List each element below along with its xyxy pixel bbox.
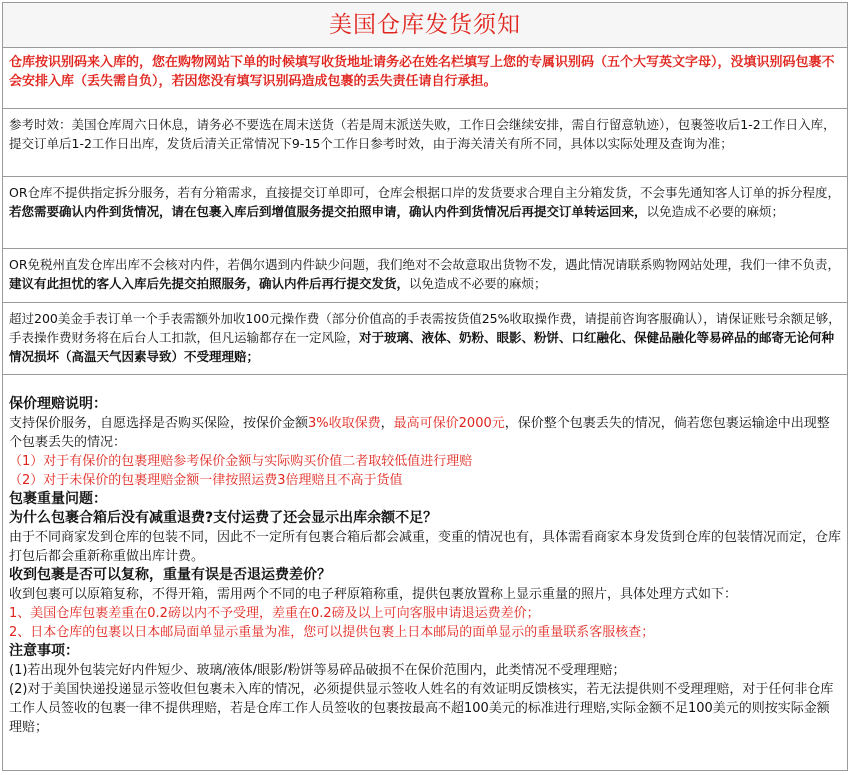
tax-normal-text: OR免税州直发仓库出库不会核对内件，若偶尔遇到内件缺少问题，我们绝对不会故意取出货物不发，遇此情况请联系购物网站处理，我们一律不负责， — [9, 257, 841, 272]
tax-free-notice — [3, 249, 847, 303]
insurance-max: 最高可保价2000元 — [393, 416, 505, 431]
watch-bold-text: 对于玻璃、液体、奶粉、眼影、粉饼、口红融化、保健品融化等易碎品的邮寄无论何种情况损坏（高温天气因素导致）不受理理赔； — [9, 330, 835, 364]
weight-item-1: 1、美国仓库包裹差重在0.2磅以内不予受理，差重在0.2磅及以上可向客服申请退运费差价； — [9, 606, 540, 621]
id-code-warning: 仓库按识别码来入库的，您在购物网站下单的时候填写收货地址请务必在姓名栏填写上您的专属识别码（五个大写英文字母），没填识别码包裹不会安排入库（丢失需自负），若因您没有填写识别码造成包裹的丢失责任请自行承担。 — [3, 48, 847, 109]
weight-answer-1: 由于不同商家发到仓库的包装不同，因此不一定所有包裹合箱后都会减重，变重的情况也有，具体需看商家本身发货到仓库的包装情况而定，仓库打包后都会重新称重做出库计费。 — [9, 530, 842, 564]
weight-item-2: 2、日本仓库的包裹以日本邮局面单显示重量为准，您可以提供包裹上日本邮局的面单显示的重量联系客服核查； — [9, 625, 655, 640]
note-1: (1)若出现外包装完好内件短少、玻璃/液体/眼影/粉饼等易碎品破损不在保价范围内，此类情况不受理理赔； — [9, 663, 626, 678]
insurance-sep: ， — [380, 416, 394, 431]
page-title: 美国仓库发货须知 — [3, 3, 847, 48]
insurance-intro-text: 支持保价服务，自愿选择是否购买保险，按保价金额 — [9, 416, 309, 431]
insurance-intro-tail: ，保价整个包裹丢失的情况，倘若您包裹运输途中出现整个包裹丢失的情况： — [9, 416, 830, 450]
watch-notice — [3, 303, 847, 375]
notes-heading: 注意事项： — [9, 643, 79, 659]
weight-answer-2: 收到包裹可以原箱复称，不得开箱，需用两个不同的电子秤原箱称重，提供包裹放置称上显示重量的照片，具体处理方式如下： — [9, 587, 738, 602]
shipping-notice-sheet — [2, 2, 848, 771]
insurance-heading: 保价理赔说明： — [9, 396, 107, 412]
timing-notice: 参考时效：美国仓库周六日休息，请务必不要选在周末送货（若是周末派送失败，工作日会继续安排，需自行留意轨迹），包裹签收后1-2工作日入库，提交订单后1-2工作日出库，发货后清关正常情况下9-15个工作日参考时效，由于海关清关有所不同，具体以实际处理及查询为准； — [3, 109, 847, 177]
insurance-rate: 3%收取保费 — [308, 416, 381, 431]
split-notice — [3, 177, 847, 249]
weight-heading: 包裹重量问题： — [9, 491, 107, 507]
watch-normal-text: 超过200美金手表订单一个手表需额外加收100元操作费（部分价值高的手表需按货值25%收取操作费，请提前咨询客服确认），请保证账号余额足够，手表操作费财务将在后台人工扣款，但凡运输都存在一定风险， — [9, 311, 841, 345]
weight-question-2: 收到包裹是否可以复称，重量有误是否退运费差价？ — [9, 567, 331, 583]
tax-bold-text: 建议有此担忧的客人入库后先提交拍照服务，确认内件后再行提交发货， — [9, 276, 410, 291]
split-normal-text: OR仓库不提供指定拆分服务，若有分箱需求，直接提交订单即可，仓库会根据口岸的发货要求合理自主分箱发货，不会事先通知客人订单的拆分程度， — [9, 185, 841, 200]
insurance-intro — [9, 414, 841, 452]
split-tail-text: 以免造成不必要的麻烦； — [646, 204, 785, 219]
split-bold-text: 若您需要确认内件到货情况，请在包裹入库后到增值服务提交拍照申请，确认内件到货情况后再提交订单转运回来， — [9, 204, 647, 219]
weight-question-1: 为什么包裹合箱后没有减重退费?支付运费了还会显示出库余额不足？ — [9, 510, 438, 526]
tax-tail-text: 以免造成不必要的麻烦； — [409, 276, 547, 291]
note-2: (2)对于美国快递投递显示签收但包裹未入库的情况，必须提供显示签收人姓名的有效证明反馈核实，若无法提供则不受理理赔，对于任何非仓库工作人员签收的包裹一律不提供理赔，若是仓库工作人员签收的包裹按最高不超100美元的标准进行理赔,实际金额不足100美元的则按实际金额理赔； — [9, 682, 834, 735]
details-section — [3, 375, 847, 737]
insurance-item-1: （1）对于有保价的包裹理赔参考保价金额与实际购买价值二者取较低值进行理赔 — [9, 454, 473, 469]
insurance-item-2: （2）对于未保价的包裹理赔金额一律按照运费3倍理赔且不高于货值 — [9, 473, 403, 488]
